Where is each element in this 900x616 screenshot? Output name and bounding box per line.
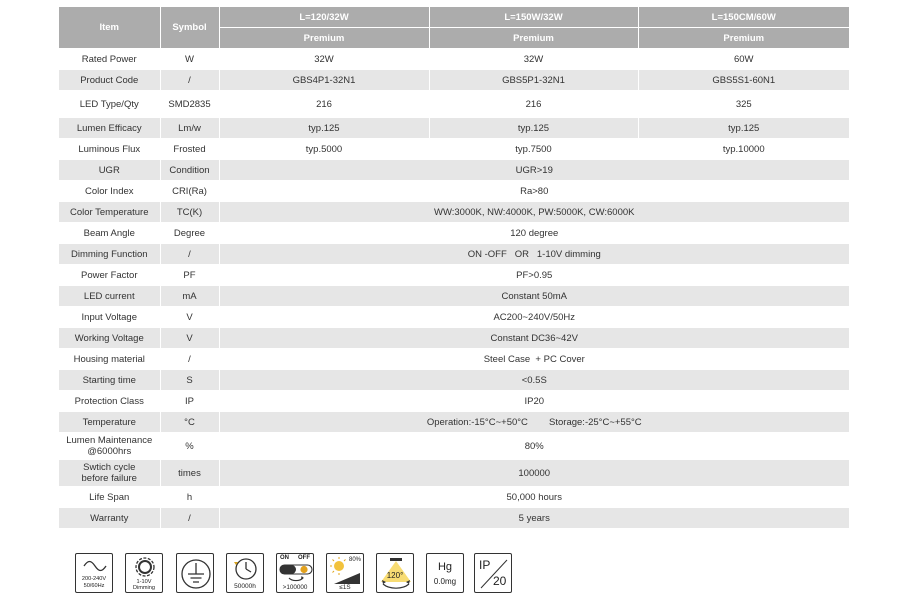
row-item: Starting time [59,370,160,391]
row-value: typ.125 [429,118,638,139]
row-value: typ.10000 [638,139,849,160]
row-symbol: / [160,349,219,370]
on-off-switch-icon [276,553,314,593]
mercury-line2: 0.0mg [433,577,457,586]
table-row [59,349,849,370]
row-item: Rated Power [59,49,160,70]
row-symbol: SMD2835 [160,91,219,118]
row-value: 5 years [219,508,849,529]
row-symbol: W [160,49,219,70]
row-item: Color Temperature [59,202,160,223]
row-value: GBS5S1-60N1 [638,70,849,91]
row-symbol: Condition [160,160,219,181]
ac-sine-wave-icon [75,553,113,593]
mercury-line1: Hg [437,561,453,573]
row-item: Luminous Flux [59,139,160,160]
row-item-line1: Lumen Maintenance [66,435,153,446]
row-value: 60W [638,49,849,70]
row-value: AC200~240V/50Hz [219,307,849,328]
row-symbol: / [160,508,219,529]
earth-ground-icon [176,553,214,593]
table-row [59,49,849,70]
instant-start-icon [326,553,364,593]
table-row [59,160,849,181]
table-row [59,370,849,391]
row-item: Beam Angle [59,223,160,244]
row-item: Housing material [59,349,160,370]
table-row [59,223,849,244]
table-row [59,460,849,487]
row-symbol: TC(K) [160,202,219,223]
row-item: Power Factor [59,265,160,286]
table-row [59,70,849,91]
header-model-3: L=150CM/60W [638,7,849,28]
row-symbol: V [160,328,219,349]
row-item: Protection Class [59,391,160,412]
header-symbol: Symbol [160,7,219,49]
row-item [59,460,160,487]
row-value: 80% [219,433,849,460]
table-row [59,508,849,529]
row-item: LED current [59,286,160,307]
row-symbol: % [160,433,219,460]
table-row [59,433,849,460]
row-value: PF>0.95 [219,265,849,286]
table-row [59,265,849,286]
row-symbol: CRI(Ra) [160,181,219,202]
row-symbol: / [160,244,219,265]
clock-icon [226,553,264,593]
row-value: 100000 [219,460,849,487]
spec-table [59,7,849,529]
table-header [59,7,849,49]
row-item-line2: before failure [81,473,137,484]
header-grade-2: Premium [429,28,638,49]
row-item: Temperature [59,412,160,433]
row-value: 216 [429,91,638,118]
row-symbol: °C [160,412,219,433]
row-item: Working Voltage [59,328,160,349]
row-symbol: Degree [160,223,219,244]
row-value: GBS4P1-32N1 [219,70,429,91]
table-row [59,139,849,160]
startup-label: ≤1S [339,584,351,591]
header-model-1: L=120/32W [219,7,429,28]
row-value: Constant DC36~42V [219,328,849,349]
table-row [59,118,849,139]
row-symbol: / [160,70,219,91]
mercury-free-icon [426,553,464,593]
header-grade-1: Premium [219,28,429,49]
row-item: Input Voltage [59,307,160,328]
row-item: LED Type/Qty [59,91,160,118]
header-model-2: L=150W/32W [429,7,638,28]
row-value: Operation:-15°C~+50°C Storage:-25°C~+55°C [219,412,849,433]
beam-angle-icon [376,553,414,593]
table-body [59,49,849,529]
row-value: Constant 50mA [219,286,849,307]
row-item: Warranty [59,508,160,529]
table-row [59,412,849,433]
row-value: IP20 [219,391,849,412]
header-item: Item [59,7,160,49]
row-value: 32W [429,49,638,70]
row-symbol: S [160,370,219,391]
row-item: UGR [59,160,160,181]
table-row [59,91,849,118]
switch-off: OFF [298,555,310,561]
dimming-line2: Dimming [132,585,156,591]
row-item: Color Index [59,181,160,202]
row-value: 216 [219,91,429,118]
row-value: 325 [638,91,849,118]
table-row [59,391,849,412]
ip-rating-icon [474,553,512,593]
row-item [59,433,160,460]
table-row [59,328,849,349]
startup-pct: 80% [349,557,362,563]
row-value: ON -OFF OR 1-10V dimming [219,244,849,265]
row-value: 50,000 hours [219,487,849,508]
row-value: typ.7500 [429,139,638,160]
switch-on: ON [280,555,289,561]
dimming-line1: 1-10V [136,579,152,585]
row-symbol: times [160,460,219,487]
ip-line1: IP [479,558,491,572]
table-row [59,487,849,508]
table-row [59,181,849,202]
row-symbol: PF [160,265,219,286]
table-row [59,202,849,223]
row-value: Steel Case + PC Cover [219,349,849,370]
row-symbol: IP [160,391,219,412]
voltage-line1: 200-240V [81,576,107,582]
row-symbol: V [160,307,219,328]
row-item-line2: @6000hrs [87,446,132,457]
row-symbol: Lm/w [160,118,219,139]
row-item: Dimming Function [59,244,160,265]
row-item-line1: Swtich cycle [83,462,136,473]
ip-line2: 20 [493,574,507,588]
row-value: typ.125 [219,118,429,139]
row-item: Lumen Efficacy [59,118,160,139]
table-row [59,307,849,328]
row-symbol: mA [160,286,219,307]
table-row [59,244,849,265]
row-item: Life Span [59,487,160,508]
row-value: typ.5000 [219,139,429,160]
row-value: GBS5P1-32N1 [429,70,638,91]
row-item: Product Code [59,70,160,91]
switch-label: >100000 [282,584,308,591]
row-value: WW:3000K, NW:4000K, PW:5000K, CW:6000K [219,202,849,223]
table-row [59,286,849,307]
row-value: typ.125 [638,118,849,139]
header-grade-3: Premium [638,28,849,49]
row-value: 32W [219,49,429,70]
lifespan-label: 50000h [234,583,256,590]
row-symbol: Frosted [160,139,219,160]
beam-label: 120° [386,571,404,580]
row-value: <0.5S [219,370,849,391]
row-value: UGR>19 [219,160,849,181]
dimming-knob-icon [125,553,163,593]
row-symbol: h [160,487,219,508]
row-value: 120 degree [219,223,849,244]
voltage-line2: 50/60Hz [83,583,105,589]
row-value: Ra>80 [219,181,849,202]
